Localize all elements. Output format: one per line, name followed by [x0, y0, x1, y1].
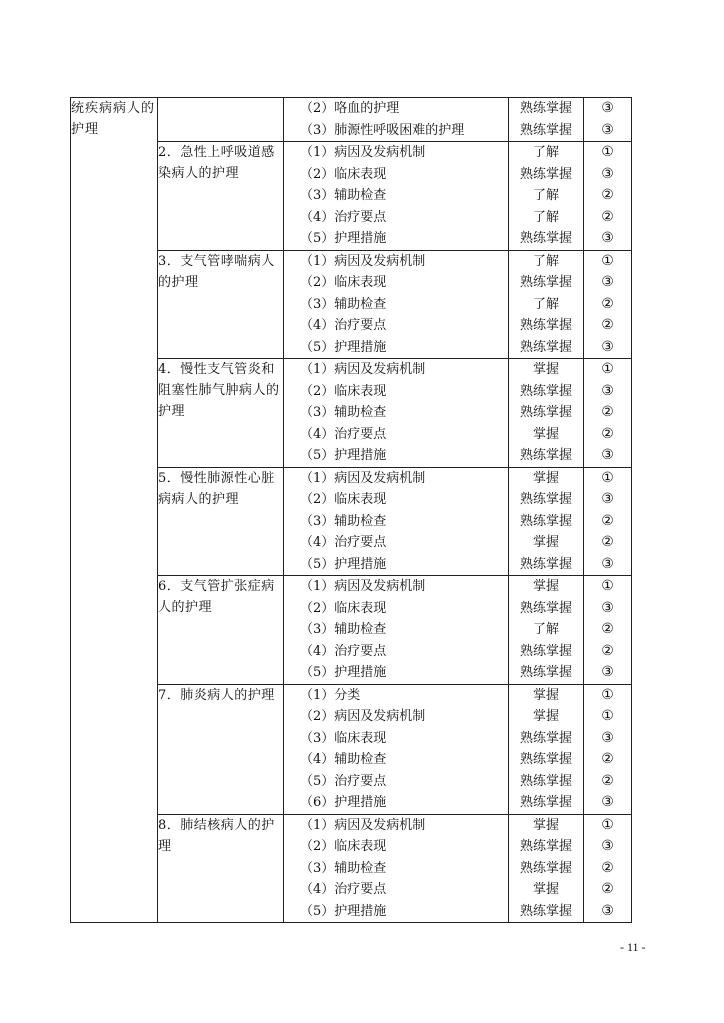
level-mark: ③ — [601, 664, 614, 680]
content-item: （2）临床表现 — [300, 839, 387, 854]
content-item: （3）辅助检查 — [300, 622, 387, 637]
level-mark: ② — [601, 772, 614, 789]
level-mark: ② — [601, 317, 614, 333]
requirement-label: 熟练掌握 — [519, 275, 572, 290]
level-mark: ① — [601, 252, 614, 269]
content-item: （1）病因及发病机制 — [300, 362, 426, 377]
topic-cell: 6．支气管扩张症病人的护理 — [158, 576, 284, 685]
requirement-label: 了解 — [532, 296, 559, 312]
requirement-cell — [509, 142, 584, 251]
content-item: （5）护理措施 — [300, 448, 387, 463]
topic-cell: 7．肺炎病人的护理 — [158, 684, 284, 814]
content-item: （2）临床表现 — [300, 275, 387, 290]
level-cell — [584, 142, 632, 251]
requirement-cell — [509, 576, 584, 685]
level-mark: ③ — [601, 165, 614, 182]
level-mark: ③ — [601, 382, 614, 399]
requirement-label: 掌握 — [532, 687, 559, 703]
content-item: （2）临床表现 — [300, 166, 387, 182]
content-item: （4）治疗要点 — [300, 318, 387, 333]
requirement-cell — [509, 814, 584, 923]
level-mark: ② — [601, 534, 614, 550]
requirement-cell — [509, 359, 584, 468]
level-mark: ② — [601, 642, 614, 659]
content-cell — [284, 814, 509, 923]
level-mark: ② — [601, 859, 614, 876]
page-number: - 11 - — [620, 940, 646, 954]
content-item: （4）辅助检查 — [300, 752, 387, 767]
topic-cell — [158, 98, 284, 142]
requirement-label: 熟练掌握 — [519, 405, 572, 420]
level-mark: ③ — [601, 447, 614, 463]
level-mark: ③ — [601, 599, 614, 616]
syllabus-table — [70, 97, 632, 923]
level-mark: ② — [601, 208, 614, 225]
level-cell — [584, 814, 632, 923]
level-mark: ② — [601, 187, 614, 203]
content-item: （1）病因及发病机制 — [300, 817, 426, 833]
level-mark: ③ — [601, 274, 614, 290]
level-cell — [584, 576, 632, 685]
requirement-label: 了解 — [532, 209, 559, 225]
content-cell — [284, 684, 509, 814]
requirement-cell — [509, 250, 584, 359]
content-item: （3）辅助检查 — [300, 860, 387, 876]
syllabus-table-body — [71, 98, 632, 923]
content-item: （3）临床表现 — [300, 730, 387, 746]
content-item: （1）病因及发病机制 — [300, 145, 426, 160]
content-item: （4）治疗要点 — [300, 209, 387, 225]
requirement-label: 掌握 — [532, 470, 559, 486]
requirement-label: 熟练掌握 — [519, 795, 572, 810]
level-mark: ② — [601, 881, 614, 897]
requirement-label: 了解 — [532, 145, 559, 160]
content-item: （3）辅助检查 — [300, 188, 387, 203]
content-item: （3）辅助检查 — [300, 513, 387, 529]
level-mark: ③ — [601, 555, 614, 572]
requirement-label: 掌握 — [532, 535, 559, 550]
level-mark: ② — [601, 621, 614, 637]
requirement-label: 熟练掌握 — [519, 448, 572, 463]
content-item: （2）病因及发病机制 — [300, 709, 426, 724]
requirement-label: 熟练掌握 — [519, 231, 572, 246]
level-mark: ② — [601, 404, 614, 420]
content-item: （1）病因及发病机制 — [300, 470, 426, 486]
level-mark: ① — [601, 578, 614, 594]
content-cell — [284, 576, 509, 685]
content-item: （1）病因及发病机制 — [300, 579, 426, 594]
requirement-label: 熟练掌握 — [519, 839, 572, 854]
requirement-label: 熟练掌握 — [519, 730, 572, 746]
requirement-label: 熟练掌握 — [519, 665, 572, 680]
requirement-label: 熟练掌握 — [519, 339, 572, 355]
level-mark: ② — [601, 295, 614, 312]
requirement-label: 熟练掌握 — [519, 860, 572, 876]
content-item: （3）辅助检查 — [300, 405, 387, 420]
requirement-label: 熟练掌握 — [519, 513, 572, 529]
level-mark: ③ — [601, 491, 614, 507]
content-item: （4）治疗要点 — [300, 535, 387, 550]
content-item: （5）护理措施 — [300, 665, 387, 680]
content-item: （5）护理措施 — [300, 231, 387, 246]
level-mark: ① — [601, 469, 614, 486]
content-item: （2）临床表现 — [300, 383, 387, 399]
level-mark: ③ — [601, 794, 614, 810]
requirement-label: 了解 — [532, 253, 559, 269]
level-mark: ① — [601, 816, 614, 833]
level-mark: ① — [601, 144, 614, 160]
level-mark: ① — [601, 708, 614, 724]
topic-cell: 2．急性上呼吸道感染病人的护理 — [158, 142, 284, 251]
level-mark: ③ — [601, 729, 614, 746]
content-item: （2）咯血的护理 — [300, 101, 400, 116]
content-cell — [284, 359, 509, 468]
level-mark: ③ — [601, 100, 614, 116]
level-cell — [584, 98, 632, 142]
content-item: （1）病因及发病机制 — [300, 253, 426, 269]
content-item: （4）治疗要点 — [300, 882, 387, 897]
content-cell — [284, 467, 509, 576]
topic-cell: 4．慢性支气管炎和阻塞性肺气肿病人的护理 — [158, 359, 284, 468]
level-mark: ③ — [601, 338, 614, 355]
requirement-label: 掌握 — [532, 882, 559, 897]
requirement-label: 熟练掌握 — [519, 318, 572, 333]
content-item: （2）临床表现 — [300, 600, 387, 616]
unit-title: 统疾病病人的护理 — [71, 98, 158, 923]
level-mark: ③ — [601, 230, 614, 246]
requirement-label: 掌握 — [532, 709, 559, 724]
requirement-label: 熟练掌握 — [519, 773, 572, 789]
content-cell — [284, 250, 509, 359]
level-mark: ③ — [601, 838, 614, 854]
content-item: （5）治疗要点 — [300, 773, 387, 789]
level-mark: ① — [601, 686, 614, 703]
requirement-label: 熟练掌握 — [519, 383, 572, 399]
content-item: （2）临床表现 — [300, 492, 387, 507]
requirement-label: 了解 — [532, 622, 559, 637]
level-cell — [584, 467, 632, 576]
requirement-cell — [509, 467, 584, 576]
level-mark: ③ — [601, 902, 614, 919]
requirement-label: 熟练掌握 — [519, 556, 572, 572]
level-mark: ② — [601, 751, 614, 767]
requirement-cell — [509, 684, 584, 814]
requirement-label: 熟练掌握 — [519, 492, 572, 507]
requirement-label: 熟练掌握 — [519, 903, 572, 919]
requirement-label: 掌握 — [532, 362, 559, 377]
content-item: （4）治疗要点 — [300, 426, 387, 442]
level-mark: ① — [601, 361, 614, 377]
requirement-label: 了解 — [532, 188, 559, 203]
content-cell — [284, 98, 509, 142]
content-item: （6）护理措施 — [300, 795, 387, 810]
level-cell — [584, 250, 632, 359]
content-item: （3）辅助检查 — [300, 296, 387, 312]
topic-cell: 5．慢性肺源性心脏病病人的护理 — [158, 467, 284, 576]
level-cell — [584, 684, 632, 814]
content-item: （1）分类 — [300, 687, 361, 703]
topic-cell: 3．支气管哮喘病人的护理 — [158, 250, 284, 359]
requirement-label: 掌握 — [532, 579, 559, 594]
requirement-label: 熟练掌握 — [519, 600, 572, 616]
level-cell — [584, 359, 632, 468]
requirement-label: 熟练掌握 — [519, 101, 572, 116]
content-cell — [284, 142, 509, 251]
requirement-label: 熟练掌握 — [519, 166, 572, 182]
table-row — [71, 98, 632, 142]
content-item: （5）护理措施 — [300, 339, 387, 355]
content-item: （5）护理措施 — [300, 903, 387, 919]
level-mark: ② — [601, 425, 614, 442]
topic-cell: 8．肺结核病人的护理 — [158, 814, 284, 923]
requirement-label: 熟练掌握 — [519, 122, 572, 138]
requirement-label: 熟练掌握 — [519, 752, 572, 767]
content-item: （3）肺源性呼吸困难的护理 — [300, 122, 465, 138]
requirement-label: 熟练掌握 — [519, 643, 572, 659]
requirement-label: 掌握 — [532, 426, 559, 442]
requirement-label: 掌握 — [532, 817, 559, 833]
level-mark: ② — [601, 512, 614, 529]
content-item: （5）护理措施 — [300, 556, 387, 572]
content-item: （4）治疗要点 — [300, 643, 387, 659]
level-mark: ③ — [601, 121, 614, 138]
requirement-cell — [509, 98, 584, 142]
